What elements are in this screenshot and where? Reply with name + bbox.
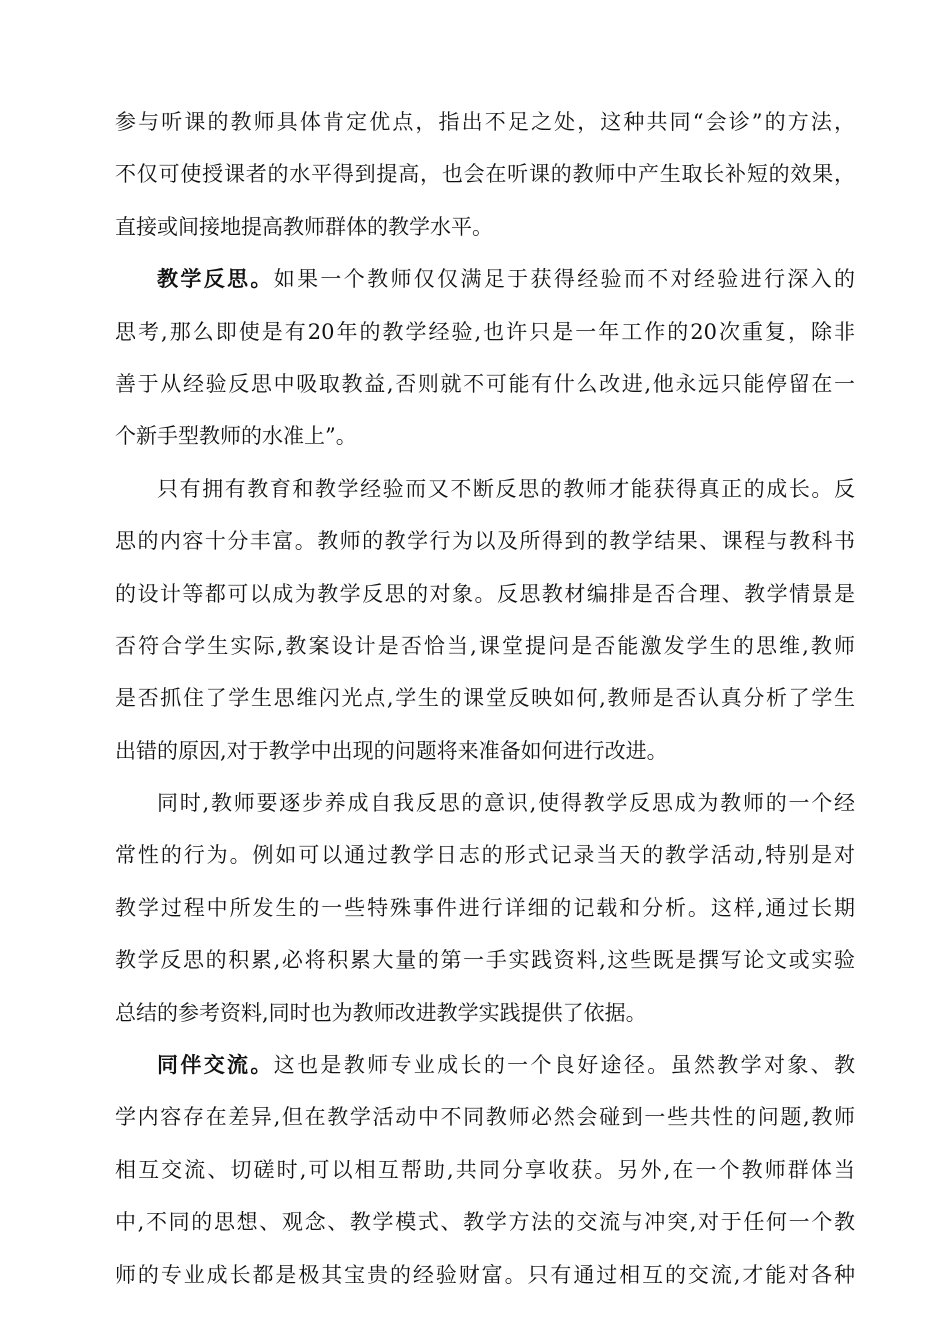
text-line [115,1091,855,1143]
line-text: 相互交流、切磋时,可以相互帮助,共同分享收获。另外,在一个教师群体当 [115,1157,855,1182]
line-text: 教学过程中所发生的一些特殊事件进行详细的记载和分析。这样,通过长期 [115,895,855,920]
text-line [115,1039,855,1091]
text-line [115,882,855,934]
text-line [115,96,855,148]
line-text: 参与听课的教师具体肯定优点，指出不足之处，这种共同“会诊”的方法， [115,110,855,134]
line-text: 学内容存在差异,但在教学活动中不同教师必然会碰到一些共性的问题,教师 [115,1105,855,1130]
line-text: 如果一个教师仅仅满足于获得经验而不对经验进行深入的 [273,267,855,292]
section-heading: 同伴交流。 [157,1052,274,1078]
text-line [115,201,855,253]
text-line [115,306,855,358]
body-text [115,96,855,1301]
line-text: 不仅可使授课者的水平得到提高，也会在听课的教师中产生取长补短的效果， [115,162,855,187]
line-text: 常性的行为。例如可以通过教学日志的形式记录当天的教学活动,特别是对 [115,843,855,868]
text-line [115,672,855,724]
line-text: 的设计等都可以成为教学反思的对象。反思教材编排是否合理、教学情景是 [115,581,855,606]
line-text: 思考,那么即使是有20年的教学经验,也许只是一年工作的20次重复，除非 [115,319,855,344]
line-text: 只有拥有教育和教学经验而又不断反思的教师才能获得真正的成长。反 [157,476,855,501]
text-line [115,725,855,777]
line-text: 个新手型教师的水准上”。 [115,424,357,449]
text-line [115,410,855,462]
line-text: 思的内容十分丰富。教师的教学行为以及所得到的教学结果、课程与教科书 [115,529,855,554]
line-text: 总结的参考资料,同时也为教师改进教学实践提供了依据。 [115,1000,647,1025]
text-line [115,829,855,881]
text-line [115,620,855,672]
section-heading: 教学反思。 [157,266,274,292]
text-line [115,253,855,305]
line-text: 中,不同的思想、观念、教学模式、教学方法的交流与冲突,对于任何一个教 [115,1210,855,1235]
line-text: 同时,教师要逐步养成自我反思的意识,使得教学反思成为教师的一个经 [157,791,855,816]
line-text: 教学反思的积累,必将积累大量的第一手实践资料,这些既是撰写论文或实验 [115,948,855,973]
text-line [115,463,855,515]
line-text: 师的专业成长都是极其宝贵的经验财富。只有通过相互的交流,才能对各种 [115,1262,855,1287]
text-line [115,777,855,829]
text-line [115,568,855,620]
text-line [115,1249,855,1301]
line-text: 这也是教师专业成长的一个良好途径。虽然教学对象、教 [273,1053,855,1078]
text-line [115,1196,855,1248]
text-line [115,934,855,986]
line-text: 是否抓住了学生思维闪光点,学生的课堂反映如何,教师是否认真分析了学生 [115,686,855,711]
line-text: 否符合学生实际,教案设计是否恰当,课堂提问是否能激发学生的思维,教师 [115,633,855,658]
text-line [115,515,855,567]
text-line [115,987,855,1039]
line-text: 出错的原因,对于教学中出现的问题将来准备如何进行改进。 [115,738,668,763]
text-line [115,148,855,200]
line-text: 善于从经验反思中吸取教益,否则就不可能有什么改进,他永远只能停留在一 [115,371,855,396]
line-text: 直接或间接地提高教师群体的教学水平。 [115,214,493,239]
text-line [115,358,855,410]
text-line [115,1144,855,1196]
